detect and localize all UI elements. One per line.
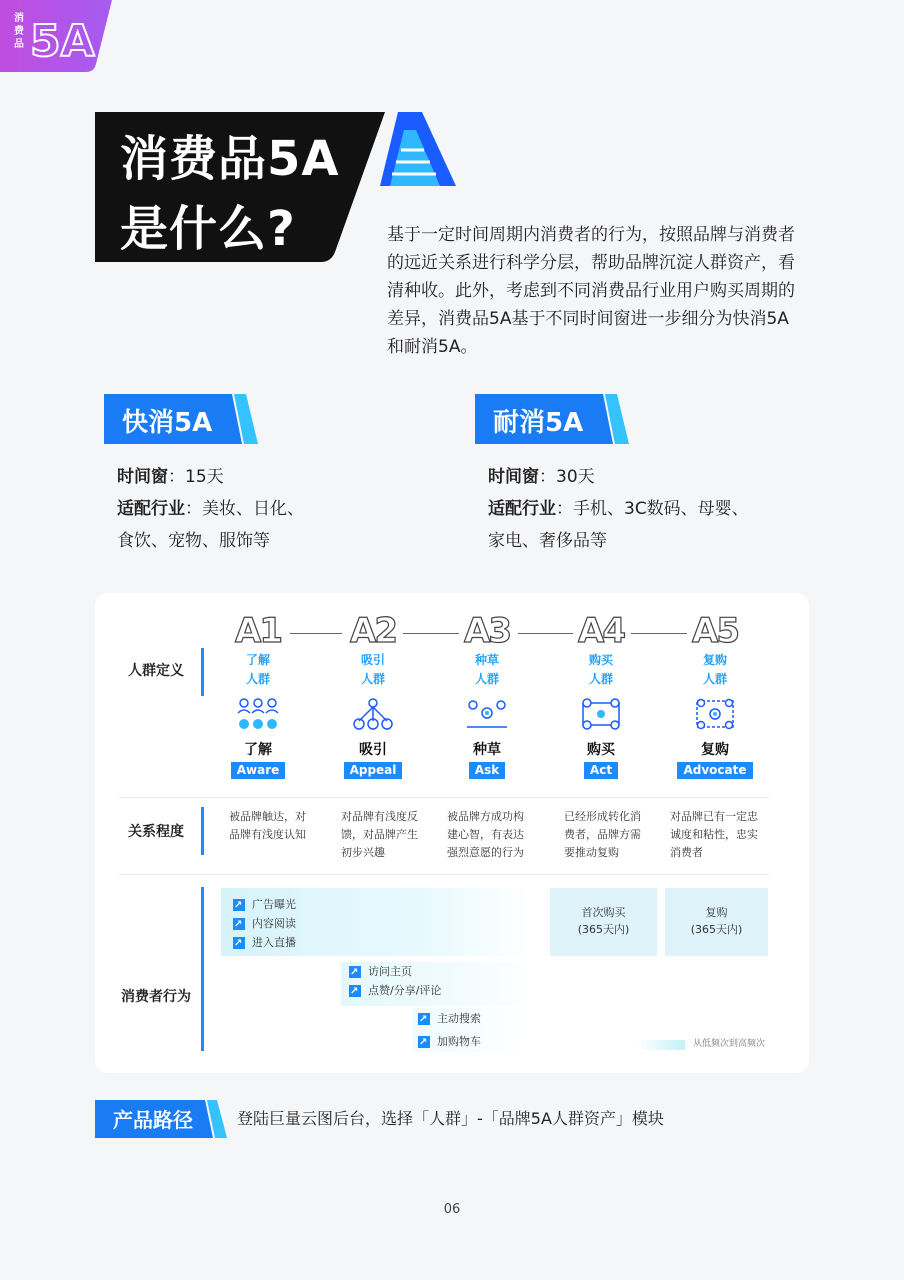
relation-a5: 对品牌已有一定忠诚度和粘性，忠实消费者 xyxy=(670,810,758,859)
fast-5a-info xyxy=(117,461,304,557)
arrow-up-right-icon xyxy=(233,918,245,930)
product-path-text: 登陆巨量云图后台，选择「人群」-「品牌5A人群资产」模块 xyxy=(237,1109,664,1128)
divider-1 xyxy=(119,797,769,798)
5a-diagram-card xyxy=(95,593,809,1073)
frequency-legend-text: 从低频次到高频次 xyxy=(693,1039,766,1049)
fast-window-value: ：15天 xyxy=(168,467,224,487)
people-group-icon xyxy=(236,697,280,731)
page-title-line1: 消费品5A xyxy=(120,131,340,187)
stage-a2 xyxy=(328,611,418,779)
stage-en-label: Ask xyxy=(469,762,505,779)
row-bar-relation xyxy=(201,807,204,855)
fast-window-label: 时间窗 xyxy=(117,467,168,487)
row-bar-definition xyxy=(201,648,204,696)
behavior-group-3 xyxy=(418,1009,481,1051)
stage-code: A4 xyxy=(578,611,624,651)
relation-a3: 被品牌方成功构建心智，有表达强烈意愿的行为 xyxy=(447,810,524,859)
stage-a3 xyxy=(442,611,532,779)
durable-industry-label: 适配行业 xyxy=(488,499,556,519)
svg-text:5A: 5A xyxy=(30,16,95,67)
stage-cn-label: 购买 xyxy=(587,742,615,758)
stage-sub-line2: 人群 xyxy=(474,672,499,686)
stage-sub-line2: 人群 xyxy=(360,672,385,686)
fast-industry-value: ：美妆、日化、 xyxy=(185,499,304,519)
behavior-item: ↗ 进入直播 xyxy=(233,933,296,952)
product-path-heading xyxy=(95,1100,229,1138)
corner-badge xyxy=(0,0,112,72)
seed-audience-icon xyxy=(465,697,509,731)
stage-sub-line2: 人群 xyxy=(588,672,613,686)
arrow-up-right-icon xyxy=(349,966,361,978)
stage-sub-line2: 人群 xyxy=(245,672,270,686)
arrow-up-right-icon xyxy=(233,937,245,949)
arrow-up-right-icon xyxy=(418,1013,430,1025)
behavior-item: ↗ 访问主页 xyxy=(349,962,441,981)
durable-5a-title: 耐消5A xyxy=(493,408,584,438)
arrow-up-right-icon xyxy=(233,899,245,911)
durable-window-value: ：30天 xyxy=(539,467,595,487)
corner-label: 消费品 xyxy=(14,13,24,50)
repurchase-box xyxy=(665,888,768,956)
stage-cn-label: 了解 xyxy=(244,742,272,758)
frequency-legend-bar xyxy=(635,1040,685,1050)
stage-sub-line1: 购买 xyxy=(588,653,613,667)
stage-sub-line2: 人群 xyxy=(702,672,727,686)
stage-a5 xyxy=(670,611,760,779)
durable-window-label: 时间窗 xyxy=(488,467,539,487)
behavior-item: ↗ 主动搜索 xyxy=(418,1009,481,1028)
attract-network-icon xyxy=(351,697,395,731)
fast-5a-heading xyxy=(104,394,258,444)
first-purchase-window: (365天内) xyxy=(577,923,630,936)
repurchase-window: (365天内) xyxy=(690,923,743,936)
stage-cn-label: 复购 xyxy=(701,742,729,758)
stage-sub-line1: 复购 xyxy=(702,653,727,667)
stage-en-label: Act xyxy=(584,762,618,779)
relation-a1: 被品牌触达，对品牌有浅度认知 xyxy=(229,810,306,841)
page-title-line2: 是什么? xyxy=(120,201,296,257)
pyramid-logo-icon xyxy=(370,112,460,192)
first-purchase-box xyxy=(550,888,657,956)
behavior-item: ↗ 加购物车 xyxy=(418,1032,481,1051)
stage-code: A1 xyxy=(235,611,281,651)
row-bar-behavior xyxy=(201,887,204,1051)
arrow-up-right-icon xyxy=(418,1036,430,1048)
behavior-item: ↗ 广告曝光 xyxy=(233,895,296,914)
fast-industry-value-line2: 食饮、宠物、服饰等 xyxy=(117,531,270,551)
relation-a2: 对品牌有浅度反馈，对品牌产生初步兴趣 xyxy=(341,810,418,859)
stage-sub-line1: 了解 xyxy=(245,653,270,667)
durable-industry-value-line2: 家电、奢侈品等 xyxy=(488,531,607,551)
behavior-group-1 xyxy=(233,895,296,952)
stage-sub-line1: 吸引 xyxy=(360,653,385,667)
arrow-up-right-icon xyxy=(349,985,361,997)
stage-a1 xyxy=(213,611,303,779)
stage-en-label: Aware xyxy=(231,762,286,779)
repurchase-label: 复购 xyxy=(705,906,728,919)
stage-code: A2 xyxy=(350,611,396,651)
stage-cn-label: 吸引 xyxy=(359,742,387,758)
durable-5a-heading xyxy=(475,394,629,444)
repurchase-audience-icon xyxy=(693,697,737,731)
stage-a4 xyxy=(556,611,646,779)
durable-industry-value: ：手机、3C数码、母婴、 xyxy=(556,499,749,519)
product-path-title: 产品路径 xyxy=(113,1108,193,1132)
behavior-group-2 xyxy=(349,962,441,1000)
stage-code: A3 xyxy=(464,611,510,651)
row-label-definition: 人群定义 xyxy=(128,663,184,679)
row-label-relation: 关系程度 xyxy=(128,824,184,840)
behavior-item: ↗ 内容阅读 xyxy=(233,914,296,933)
stage-code: A5 xyxy=(692,611,738,651)
stage-en-label: Appeal xyxy=(344,762,403,779)
page-number: 06 xyxy=(443,1202,461,1217)
relation-a4: 已经形成转化消费者，品牌方需要推动复购 xyxy=(564,810,641,859)
stage-en-label: Advocate xyxy=(677,762,752,779)
first-purchase-label: 首次购买 xyxy=(581,906,626,919)
stage-sub-line1: 种草 xyxy=(474,653,499,667)
behavior-item: ↗ 点赞/分享/评论 xyxy=(349,981,441,1000)
durable-5a-info xyxy=(488,461,749,557)
row-label-behavior: 消费者行为 xyxy=(121,989,191,1005)
fast-5a-title: 快消5A xyxy=(122,408,213,438)
fast-industry-label: 适配行业 xyxy=(117,499,185,519)
intro-paragraph: 基于一定时间周期内消费者的行为，按照品牌与消费者的远近关系进行科学分层，帮助品牌沉淀人群资产，看清种收。此外，考虑到不同消费品行业用户购买周期的差异，消费品5A基于不同时间窗进一步细分为快消5A和耐消5A。 xyxy=(387,225,795,357)
divider-2 xyxy=(119,874,769,875)
stage-cn-label: 种草 xyxy=(473,742,501,758)
purchase-audience-icon xyxy=(579,697,623,731)
